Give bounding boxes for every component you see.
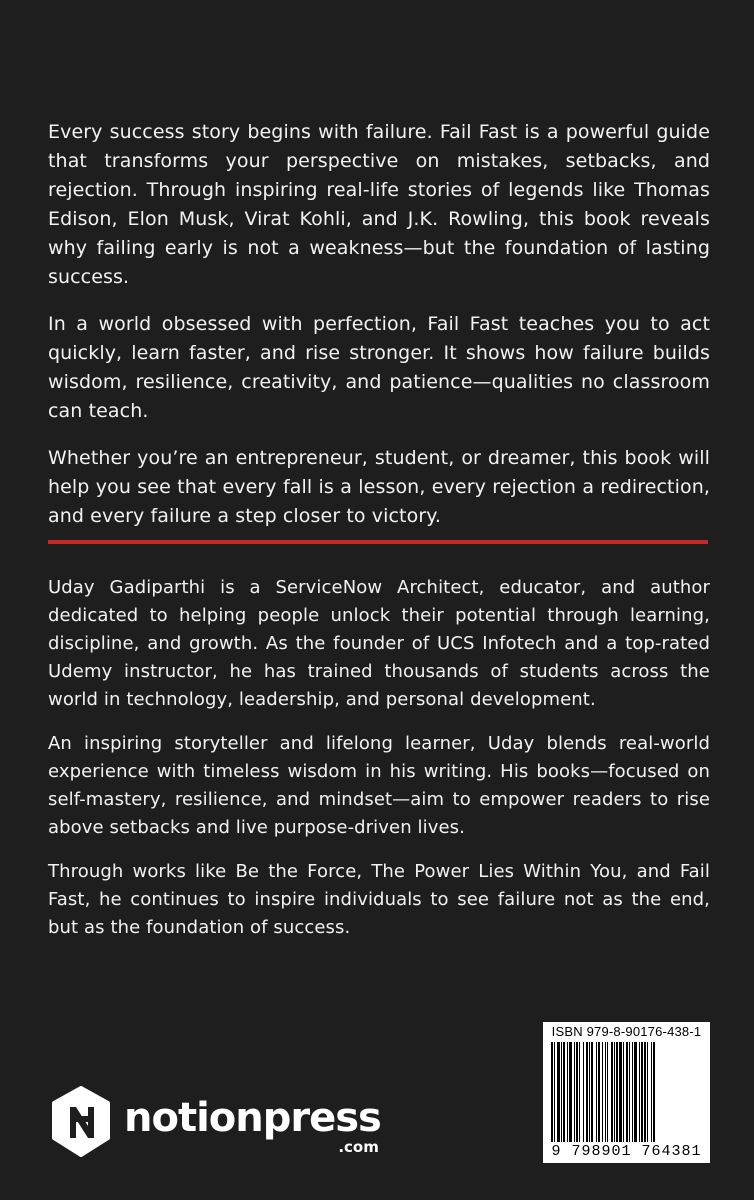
isbn-label: ISBN 979-8-90176-438-1 xyxy=(551,1024,702,1039)
barcode-bar xyxy=(651,1042,652,1142)
barcode-bar xyxy=(579,1042,580,1142)
barcode-bar xyxy=(583,1042,584,1142)
barcode-bar xyxy=(623,1042,624,1142)
publisher-wordmark xyxy=(124,1095,381,1156)
author-bio xyxy=(48,574,710,958)
barcode-bar xyxy=(626,1042,628,1142)
bio-paragraph-3: Through works like Be the Force, The Power Lies Within You, and Fail Fast, he continues to inspire individuals to see failure not as the end, but as the foundation of success. xyxy=(48,861,710,938)
bio-paragraph-2: An inspiring storyteller and lifelong learner, Uday blends real-world experience with timeless wisdom in his writing. His books—focused on self-mastery, resilience, and mindset—aim to empower readers to rise above setbacks and live purpose-driven lives. xyxy=(48,733,710,838)
blurb-paragraph-3: Whether you’re an entrepreneur, student, or dreamer, this book will help you see that every fall is a lesson, every rejection a redirection, and every failure a step closer to victory. xyxy=(48,447,710,527)
barcode-bar xyxy=(589,1042,590,1142)
barcode-bar xyxy=(561,1042,562,1142)
barcode-bar xyxy=(634,1042,637,1142)
barcode-bar xyxy=(619,1042,622,1142)
barcode-bar xyxy=(598,1042,600,1142)
isbn-digits: 9 798901 764381 xyxy=(551,1143,702,1160)
barcode-bar xyxy=(551,1042,553,1142)
blurb-paragraph-2: In a world obsessed with perfection, Fail Fast teaches you to act quickly, learn faster, and rise stronger. It shows how failure builds wisdom, resilience, creativity, and patience—qualities no classroom can teach. xyxy=(48,313,710,422)
barcode-bar xyxy=(611,1042,613,1142)
barcode-bars xyxy=(549,1042,704,1142)
red-divider xyxy=(48,540,708,544)
blurb-paragraph-1: Every success story begins with failure. Fail Fast is a powerful guide that transforms your perspective on mistakes, setbacks, and rejection. Through inspiring real-life stories of legends like Thomas Edison, Elon Musk, Virat Kohli, and J.K. Rowling, this book reveals why failing early is not a weakness—but the foundation of lasting success. xyxy=(48,121,710,288)
barcode-bar xyxy=(647,1042,648,1142)
publisher-domain-suffix: .com xyxy=(338,1138,379,1156)
barcode-bar xyxy=(605,1042,606,1142)
barcode-bar xyxy=(591,1042,593,1142)
barcode-bar xyxy=(557,1042,560,1142)
barcode-bar xyxy=(569,1042,572,1142)
publisher-name: notionpress xyxy=(124,1095,381,1141)
barcode-bar xyxy=(554,1042,555,1142)
barcode-bar xyxy=(596,1042,597,1142)
notionpress-n-logo-icon xyxy=(50,1086,112,1158)
publisher-logo xyxy=(50,1082,381,1162)
barcode-bar xyxy=(616,1042,618,1142)
barcode-bar xyxy=(567,1042,568,1142)
barcode-bar xyxy=(629,1042,630,1142)
barcode-bar xyxy=(602,1042,603,1142)
barcode-bar xyxy=(586,1042,588,1142)
book-blurb xyxy=(48,118,710,549)
barcode-bar xyxy=(563,1042,565,1142)
barcode-bar xyxy=(632,1042,633,1142)
barcode-bar xyxy=(639,1042,640,1142)
barcode-bar xyxy=(653,1042,655,1142)
barcode-bar xyxy=(576,1042,578,1142)
barcode-bar xyxy=(644,1042,646,1142)
barcode-bar xyxy=(574,1042,575,1142)
barcode-bar xyxy=(641,1042,643,1142)
barcode-bar xyxy=(614,1042,615,1142)
barcode-bar xyxy=(607,1042,608,1142)
bio-paragraph-1: Uday Gadiparthi is a ServiceNow Architect, educator, and author dedicated to helping people unlock their potential through learning, discipline, and growth. As the founder of UCS Infotech and a top-rated Udemy instructor, he has trained thousands of students across the world in technology, leadership, and personal development. xyxy=(48,577,710,710)
isbn-barcode xyxy=(543,1022,710,1163)
